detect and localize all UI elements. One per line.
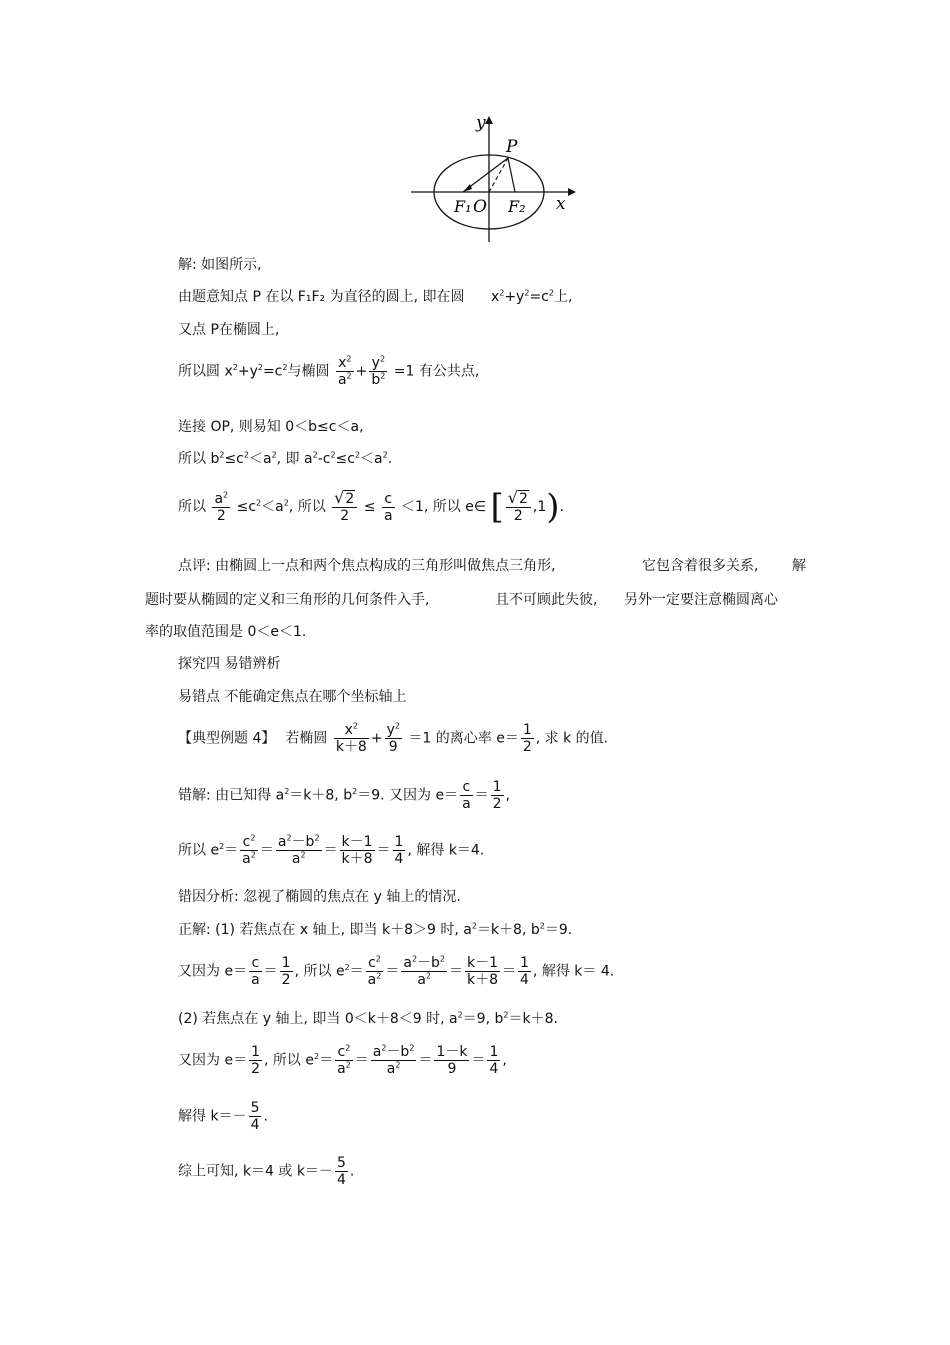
- correct-line-4: 又因为 e＝ $\frac{1}{2}$ , 所以 $e^2=$ $\frac{c^2}{a^2}$ ＝ $\frac{a^2-b^2}{a^2}$ ＝ $\frac{1-k}{9}$ ＝ $\frac{1}{4}$ ,: [178, 1043, 507, 1077]
- comment-line-2b: 且不可顾此失彼,: [495, 592, 598, 608]
- comment-line-3: 率的取值范围是 0＜e＜1.: [145, 624, 307, 640]
- fraction-1-2: $\frac{1}{2}$: [522, 722, 532, 755]
- label-f2: F₂: [508, 197, 526, 216]
- correct-line-1: 正解: (1) 若焦点在 x 轴上, 即当 k＋8＞9 时, $a^2=k+8$, $b^2=9$.: [178, 921, 573, 938]
- fraction-y2-9: $\frac{y^2}{9}$: [386, 721, 400, 755]
- correct-line-6: 综上可知, k＝4 或 k＝－ $\frac{5}{4}$ .: [178, 1155, 355, 1188]
- fraction-a2-2: $\frac{a^2}{2}$: [214, 489, 229, 524]
- label-f1: F₁: [454, 197, 472, 216]
- ellipse-figure: [408, 112, 578, 244]
- fraction-x2-a2: $\frac{x^2}{a^2}$: [337, 354, 352, 388]
- correct-line-5: 解得 k＝－ $\frac{5}{4}$ .: [178, 1100, 268, 1133]
- comment-line-1: 点评: 由椭圆上一点和两个焦点构成的三角形叫做焦点三角形,: [178, 558, 556, 574]
- correct-line-2: 又因为 e＝ $\frac{c}{a}$ ＝ $\frac{1}{2}$ , 所以 $e^2=$ $\frac{c^2}{a^2}$ ＝ $\frac{a^2-b^2}{a^2}$ ＝ $\frac{k-1}{k+8}$ ＝ $\frac{1}{4}$ , 解得 k＝ 4.: [178, 954, 615, 988]
- solution-line-5: 连接 OP, 则易知 0＜b≤c＜a,: [178, 419, 364, 435]
- correct-line-3: (2) 若焦点在 y 轴上, 即当 0＜k＋8＜9 时, $a^2=9$, $b^2=k+8$.: [178, 1010, 558, 1027]
- y-axis-arrow: [485, 116, 493, 124]
- solution-line-6: 所以 $b^2\le c^2<a^2$, 即 $a^2-c^2\le c^2<a^2$.: [178, 450, 393, 467]
- fraction-sqrt2-2: $\frac{√2}{2}$: [332, 490, 357, 524]
- x-axis-arrow: [568, 188, 576, 196]
- segment-pf1-arrow: [463, 184, 472, 192]
- comment-line-2c: 另外一定要注意椭圆离心: [624, 592, 778, 608]
- comment-line-1c: 解: [792, 558, 806, 574]
- fraction-c-a: $\frac{c}{a}$: [383, 490, 393, 524]
- example-4: 【典型例题 4】 若椭圆 $\frac{x^2}{k+8}$ + $\frac{y^2}{9}$ ＝1 的离心率 e＝ $\frac{1}{2}$ , 求 k 的值.: [178, 721, 609, 755]
- solution-line-7: 所以 $\frac{a^2}{2}$ $\le c^2<a^2$, 所以 $\frac{√2}{2}$ ≤ $\frac{c}{a}$ ＜1, 所以 e∈ [ $\frac{√2}{2}$ ,1).: [178, 487, 564, 527]
- fraction-y2-b2: $\frac{y^2}{b^2}$: [371, 354, 386, 388]
- label-y: y: [476, 113, 486, 133]
- wrong-line-2: 所以 $e^2=$ $\frac{c^2}{a^2}$ ＝ $\frac{a^2-b^2}{a^2}$ ＝ $\frac{k-1}{k+8}$ ＝ $\frac{1}{4}$ , 解得 k＝4.: [178, 833, 485, 867]
- label-x: x: [556, 194, 566, 214]
- comment-line-2: 题时要从椭圆的定义和三角形的几何条件入手,: [145, 592, 430, 608]
- solution-line-3: 又点 P在椭圆上,: [178, 322, 280, 338]
- segment-po: [489, 158, 508, 192]
- label-o: O: [473, 197, 487, 217]
- solution-line-2: 由题意知点 P 在以 F₁F₂ 为直径的圆上, 即在圆 $x^2+y^2=c^2$上,: [178, 288, 573, 305]
- label-p: P: [506, 137, 518, 157]
- fraction-sqrt2-2-interval: $\frac{√2}{2}$: [506, 490, 531, 524]
- solution-line-1: 解: 如图所示,: [178, 257, 262, 273]
- section-error-point: 易错点 不能确定焦点在哪个坐标轴上: [178, 689, 407, 705]
- wrong-cause: 错因分析: 忽视了椭圆的焦点在 y 轴上的情况.: [178, 889, 461, 905]
- segment-pf2: [508, 158, 515, 192]
- comment-line-1b: 它包含着很多关系,: [642, 558, 759, 574]
- wrong-line-1: 错解: 由已知得 $a^2=k+8$, $b^2=9$. 又因为 e＝ $\frac{c}{a}$ ＝ $\frac{1}{2}$ ,: [178, 779, 511, 812]
- fraction-x2-k8: $\frac{x^2}{k+8}$: [335, 721, 367, 755]
- solution-line-4: 所以圆 $x^2+y^2=c^2$与椭圆 $\frac{x^2}{a^2}$ + $\frac{y^2}{b^2}$ =1 有公共点,: [178, 354, 480, 388]
- section-title: 探究四 易错辨析: [178, 656, 281, 672]
